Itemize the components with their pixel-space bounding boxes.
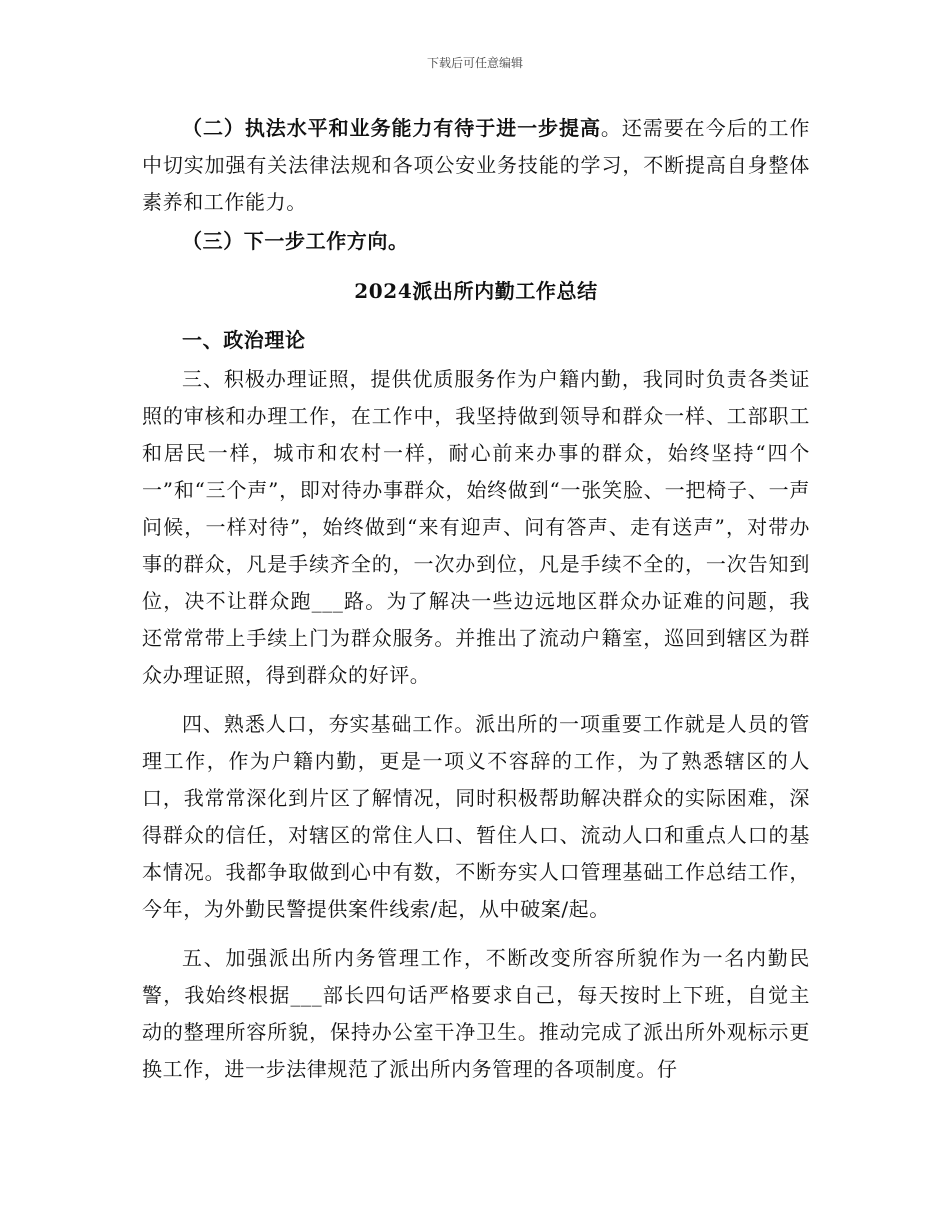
paragraph-next-step: （三）下一步工作方向。 [182, 229, 409, 253]
paragraph-text: 。还需要在今后的工作中切实加强有关法律法规和各项公安业务技能的学习，不断提高自身整体素养和工作能力。 [142, 116, 811, 214]
paragraph-population: 四、熟悉人口，夯实基础工作。派出所的一项重要工作就是人员的管理工作，作为户籍内勤，更是一项义不容辞的工作，为了熟悉辖区的人口，我常常深化到片区了解情况，同时积极帮助解决群众的实际困难，深得群众的信任，对辖区的常住人口、暂住人口、流动人口和重点人口的基本情况。我都争取做到心中有数，不断夯实人口管理基础工作总结工作，今年，为外勤民警提供案件线索/起，从中破案/起。 [142, 712, 810, 921]
paragraph-heading: （二）执法水平和业务能力有待于进一步提高 [182, 116, 601, 140]
paragraph-improve-ability [142, 110, 810, 221]
section-heading-politics: 一、政治理论 [182, 328, 306, 352]
document-title: 2024派出所内勤工作总结 [354, 279, 598, 303]
page-header: 下载后可任意编辑 [426, 56, 523, 70]
paragraph-certificates: 三、积极办理证照，提供优质服务作为户籍内勤，我同时负责各类证照的审核和办理工作，在工作中，我坚持做到领导和群众一样、工部职工和居民一样，城市和农村一样，耐心前来办事的群众，始终坚持“四个一”和“三个声”，即对待办事群众，始终做到“一张笑脸、一把椅子、一声问候，一样对待”，始终做到“来有迎声、问有答声、走有送声”，对带办事的群众，凡是手续齐全的，一次办到位，凡是手续不全的，一次告知到位，决不让群众跑___路。为了解决一些边远地区群众办证难的问题，我还常常带上手续上门为群众服务。并推出了流动户籍室，巡回到辖区为群众办理证照，得到群众的好评。 [142, 367, 810, 687]
document-body [142, 110, 810, 1088]
paragraph-internal-affairs: 五、加强派出所内务管理工作，不断改变所容所貌作为一名内勤民警，我始终根据___部长四句话严格要求自己，每天按时上下班，自觉主动的整理所容所貌，保持办公室干净卫生。推动完成了派出所外观标示更换工作，进一步法律规范了派出所内务管理的各项制度。仔 [142, 946, 810, 1081]
